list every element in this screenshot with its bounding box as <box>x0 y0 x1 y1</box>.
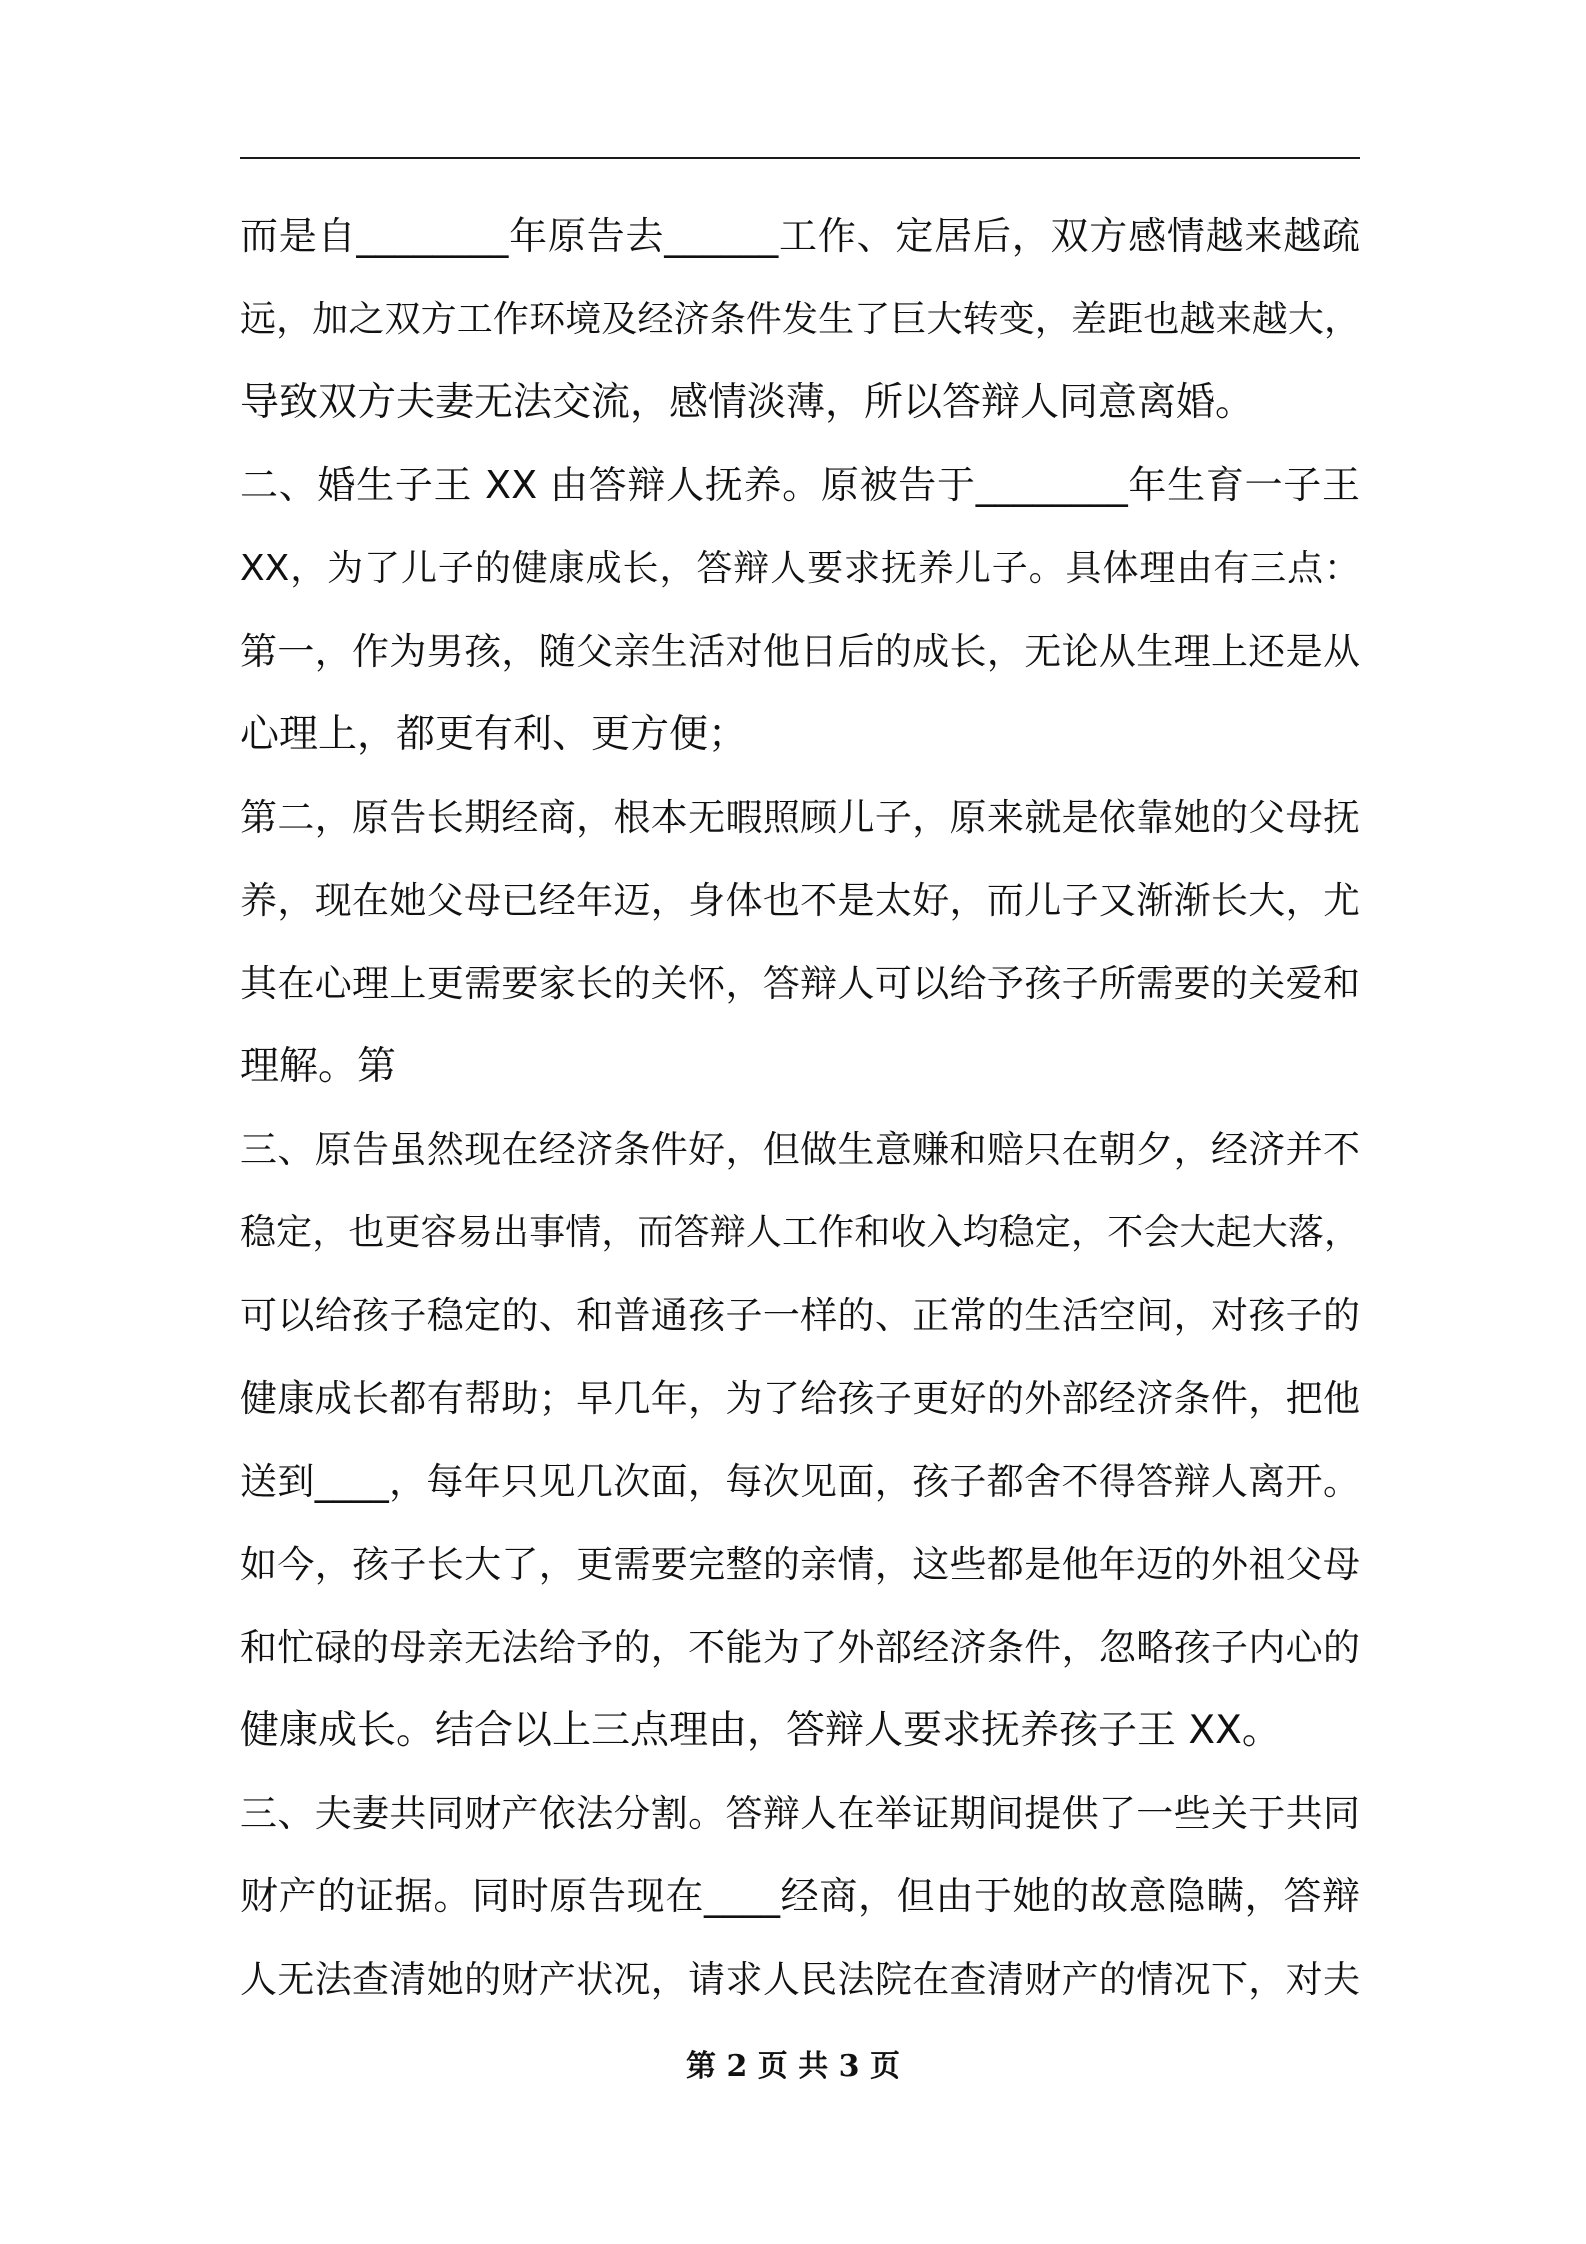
text-line: 理解。第 <box>240 1044 397 1089</box>
text-line: 第一，作为男孩，随父亲生活对他日后的成长，无论从生理上还是从 <box>240 630 1360 673</box>
text-line: 三、夫妻共同财产依法分割。答辩人在举证期间提供了一些关于共同 <box>240 1792 1360 1835</box>
text-line: 远，加之双方工作环境及经济条件发生了巨大转变，差距也越来越大， <box>240 299 1360 340</box>
text-line: 可以给孩子稳定的、和普通孩子一样的、正常的生活空间，对孩子的 <box>240 1294 1360 1337</box>
text-line: 健康成长都有帮助；早几年，为了给孩子更好的外部经济条件，把他 <box>240 1377 1360 1420</box>
text-line: 和忙碌的母亲无法给予的，不能为了外部经济条件，忽略孩子内心的 <box>240 1626 1360 1669</box>
text-line: 如今，孩子长大了，更需要完整的亲情，这些都是他年迈的外祖父母 <box>240 1543 1360 1586</box>
text-line: 第二，原告长期经商，根本无暇照顾儿子，原来就是依靠她的父母抚 <box>240 796 1360 839</box>
page-number-footer: 第 2 页 共 3 页 <box>686 2049 900 2084</box>
text-line: XX，为了儿子的健康成长，答辩人要求抚养儿子。具体理由有三点： <box>240 548 1360 589</box>
text-line: 送到____，每年只见几次面，每次见面，孩子都舍不得答辩人离开。 <box>240 1460 1360 1503</box>
body-text <box>240 195 1360 2021</box>
text-line: 其在心理上更需要家长的关怀，答辩人可以给予孩子所需要的关爱和 <box>240 962 1360 1005</box>
text-line: 人无法查清她的财产状况，请求人民法院在查清财产的情况下，对夫 <box>240 1958 1360 2001</box>
text-line: 心理上，都更有利、更方便； <box>240 712 748 757</box>
text-line: 导致双方夫妻无法交流，感情淡薄，所以答辩人同意离婚。 <box>240 380 1255 425</box>
text-line: 稳定，也更容易出事情，而答辩人工作和收入均稳定，不会大起大落， <box>240 1212 1360 1253</box>
text-line: 而是自________年原告去______工作、定居后，双方感情越来越疏 <box>240 214 1360 258</box>
text-line: 财产的证据。同时原告现在____经商，但由于她的故意隐瞒，答辩 <box>240 1874 1360 1918</box>
text-line: 三、原告虽然现在经济条件好，但做生意赚和赔只在朝夕，经济并不 <box>240 1128 1360 1171</box>
header-rule <box>240 157 1360 159</box>
text-line: 二、婚生子王 XX 由答辩人抚养。原被告于________年生育一子王 <box>240 463 1360 507</box>
text-line: 养，现在她父母已经年迈，身体也不是太好，而儿子又渐渐长大，尤 <box>240 879 1360 922</box>
text-line: 健康成长。结合以上三点理由，答辩人要求抚养孩子王 XX。 <box>240 1708 1281 1753</box>
